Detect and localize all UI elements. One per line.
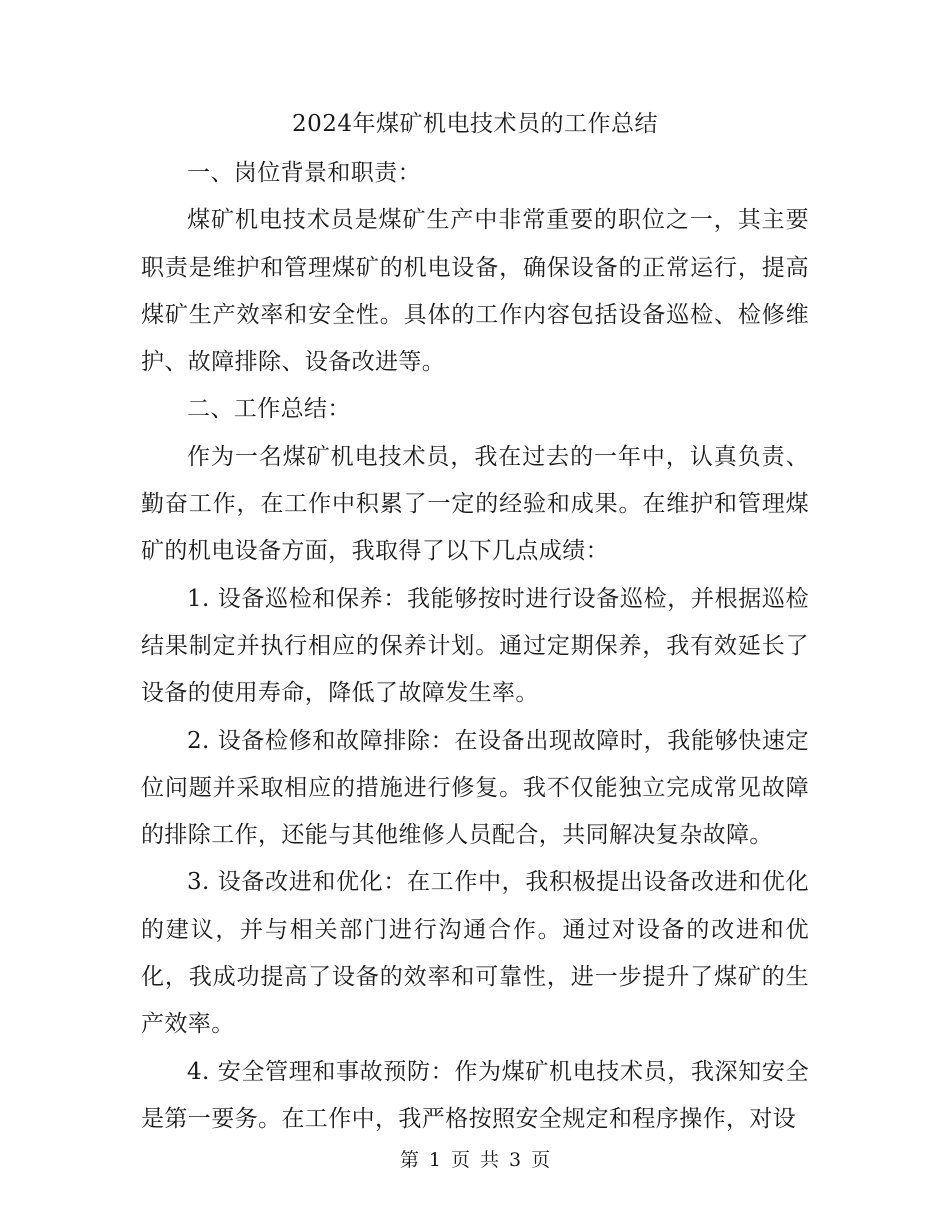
list-item-improvement: 3. 设备改进和优化：在工作中，我积极提出设备改进和优化的建议，并与相关部门进行沟通合作。通过对设备的改进和优化，我成功提高了设备的效率和可靠性，进一步提升了煤矿的生产效率。 [141,869,809,1038]
section-heading-2: 二、工作总结： [187,396,351,423]
list-item-safety: 4. 安全管理和事故预防：作为煤矿机电技术员，我深知安全是第一要务。在工作中，我严格按照安全规定和程序操作，对设 [141,1058,809,1132]
paragraph-role-description: 煤矿机电技术员是煤矿生产中非常重要的职位之一，其主要职责是维护和管理煤矿的机电设备，确保设备的正常运行，提高煤矿生产效率和安全性。具体的工作内容包括设备巡检、检修维护、故障排除、设备改进等。 [141,207,809,376]
paragraph-summary-intro: 作为一名煤矿机电技术员，我在过去的一年中，认真负责、勤奋工作，在工作中积累了一定的经验和成果。在维护和管理煤矿的机电设备方面，我取得了以下几点成绩： [141,443,809,565]
list-item-repair: 2. 设备检修和故障排除：在设备出现故障时，我能够快速定位问题并采取相应的措施进行修复。我不仅能独立完成常见故障的排除工作，还能与其他维修人员配合，共同解决复杂故障。 [141,727,809,849]
document-body [141,150,809,1143]
section-heading-1: 一、岗位背景和职责： [187,160,421,186]
document-title: 2024年煤矿机电技术员的工作总结 [291,111,659,137]
page-number-footer: 第 1 页 共 3 页 [399,1149,551,1171]
list-item-inspection: 1. 设备巡检和保养：我能够按时进行设备巡检，并根据巡检结果制定并执行相应的保养计划。通过定期保养，我有效延长了设备的使用寿命，降低了故障发生率。 [141,585,809,707]
